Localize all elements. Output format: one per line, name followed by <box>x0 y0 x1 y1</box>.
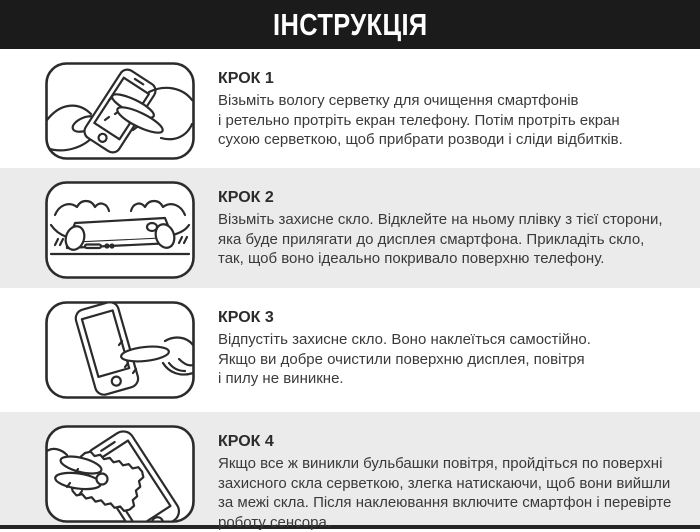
step2-heading: КРОК 2 <box>218 189 663 207</box>
step-text-line: Візьміть захисне скло. Відклейте на ньому плівку з тієї сторони, <box>218 210 663 230</box>
step-text-line: і пилу не виникне. <box>218 369 591 389</box>
step-text-line: сухою серветкою, щоб прибрати розводи і сліди відбитків. <box>218 130 623 150</box>
step-text-line: Візьміть вологу серветку для очищення смартфонів <box>218 91 623 111</box>
header-bar <box>0 0 700 49</box>
press-glass-with-finger-icon <box>45 301 195 399</box>
step-text-line: яка буде прилягати до дисплея смартфона. Прикладіть скло, <box>218 230 663 250</box>
step2-illustration <box>45 181 195 279</box>
step1-illustration <box>45 62 195 160</box>
hold-glass-with-two-hands-icon <box>45 181 195 279</box>
instruction-steps <box>0 49 700 525</box>
smooth-bubbles-with-cloth-icon <box>45 425 195 523</box>
step-text-line: Якщо ви добре очистили поверхню дисплея, повітря <box>218 350 591 370</box>
wipe-phone-with-wet-cloth-icon <box>45 62 195 160</box>
step3-heading: КРОК 3 <box>218 309 591 327</box>
step-row-3 <box>0 288 700 412</box>
step-text-line: роботу сенсора. <box>218 513 671 532</box>
step-text-line: і ретельно протріть екран телефону. Потім протріть екран <box>218 111 623 131</box>
step-text-line: Відпустіть захисне скло. Воно наклеїться самостійно. <box>218 330 591 350</box>
step1-text <box>195 49 623 168</box>
step4-heading: КРОК 4 <box>218 433 671 451</box>
page-title: ІНСТРУКЦІЯ <box>273 7 428 43</box>
step1-heading: КРОК 1 <box>218 70 623 88</box>
step3-illustration <box>45 301 195 399</box>
step-row-4 <box>0 412 700 525</box>
step3-text <box>195 288 591 412</box>
step2-text <box>195 168 663 288</box>
step-text-line: захисного скла серветкою, злегка натискаючи, щоб вони вийшли <box>218 474 671 494</box>
step-row-2 <box>0 168 700 288</box>
step-text-line: так, щоб воно ідеально покривало поверхню телефону. <box>218 249 663 269</box>
step-text-line: за межі скла. Після наклеювання включите смартфон і перевірте <box>218 493 671 513</box>
step-text-line: Якщо все ж виникли бульбашки повітря, пройдіться по поверхні <box>218 454 671 474</box>
step4-text <box>195 412 671 525</box>
step4-illustration <box>45 425 195 523</box>
step-row-1 <box>0 49 700 168</box>
